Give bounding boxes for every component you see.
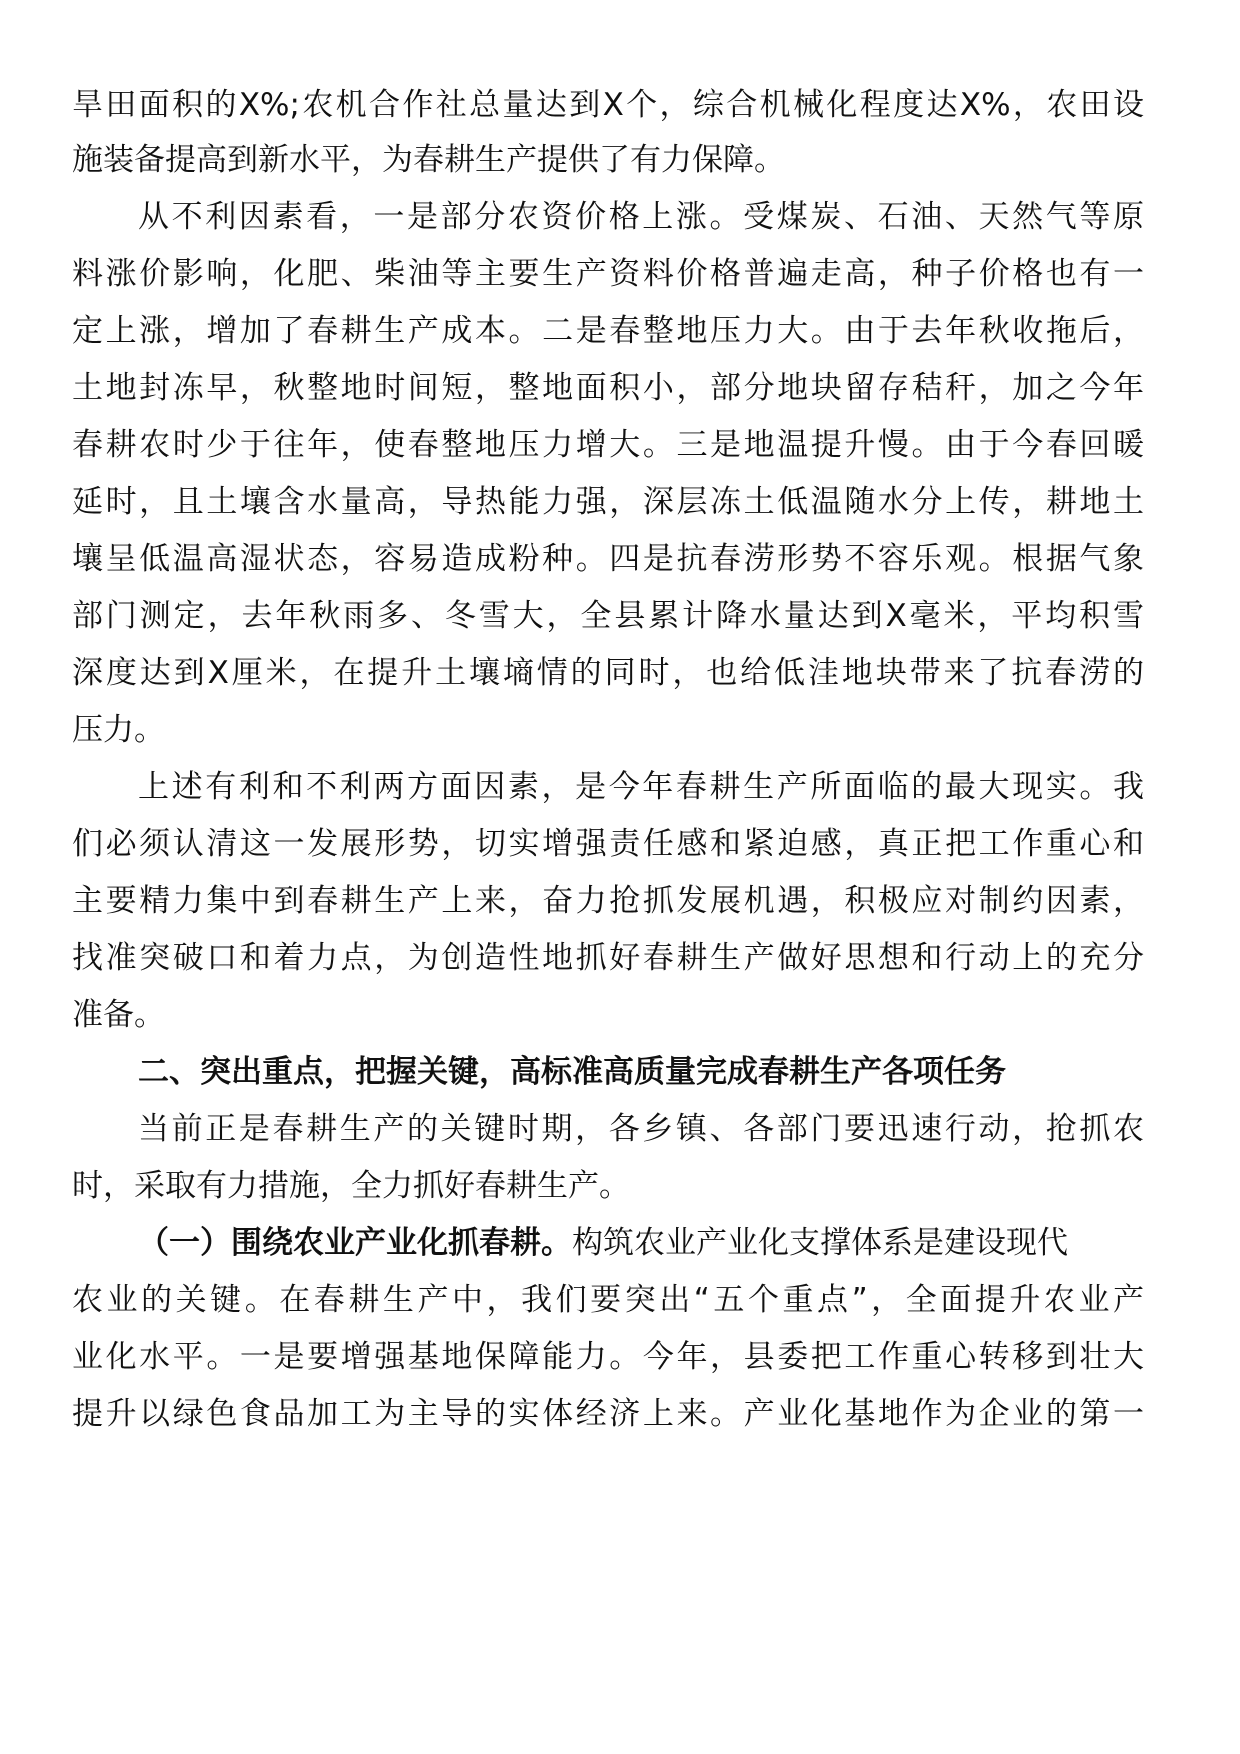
body-text-line: 深度达到X厘米，在提升土壤墒情的同时，也给低洼地块带来了抗春涝的	[72, 655, 1144, 691]
subsection-line	[138, 1212, 1144, 1274]
body-text-line: 准备。	[72, 997, 165, 1033]
body-text-line: 定上涨，增加了春耕生产成本。二是春整地压力大。由于去年秋收拖后，	[72, 313, 1144, 349]
body-text-line: 春耕农时少于往年，使春整地压力增大。三是地温提升慢。由于今春回暖	[72, 427, 1144, 463]
body-text-line: 找准突破口和着力点，为创造性地抓好春耕生产做好思想和行动上的充分	[72, 940, 1144, 976]
paragraph-first-line: 从不利因素看，一是部分农资价格上涨。受煤炭、石油、天然气等原	[138, 199, 1144, 235]
body-text-line: 们必须认清这一发展形势，切实增强责任感和紧迫感，真正把工作重心和	[72, 826, 1144, 862]
section-heading: 二、突出重点，把握关键，高标准高质量完成春耕生产各项任务	[138, 1054, 1006, 1090]
body-text-line: 旱田面积的X%;农机合作社总量达到X个，综合机械化程度达X%，农田设	[72, 87, 1144, 123]
body-text-line: 业化水平。一是要增强基地保障能力。今年，县委把工作重心转移到壮大	[72, 1339, 1144, 1375]
paragraph-first-line: 当前正是春耕生产的关键时期，各乡镇、各部门要迅速行动，抢抓农	[138, 1111, 1144, 1147]
subsection-title: （一）围绕农业产业化抓春耕。	[138, 1225, 572, 1261]
body-text-line: 壤呈低温高湿状态，容易造成粉种。四是抗春涝形势不容乐观。根据气象	[72, 541, 1144, 577]
body-text-line: 施装备提高到新水平，为春耕生产提供了有力保障。	[72, 142, 785, 178]
body-text-line: 延时，且土壤含水量高，导热能力强，深层冻土低温随水分上传，耕地土	[72, 484, 1144, 520]
body-text-line: 料涨价影响，化肥、柴油等主要生产资料价格普遍走高，种子价格也有一	[72, 256, 1144, 292]
body-text-line: 提升以绿色食品加工为主导的实体经济上来。产业化基地作为企业的第一	[72, 1396, 1144, 1432]
body-text-line: 主要精力集中到春耕生产上来，奋力抢抓发展机遇，积极应对制约因素，	[72, 883, 1144, 919]
body-text-line: 土地封冻早，秋整地时间短，整地面积小，部分地块留存秸秆，加之今年	[72, 370, 1144, 406]
paragraph-first-line: 上述有利和不利两方面因素，是今年春耕生产所面临的最大现实。我	[138, 769, 1144, 805]
body-text-line: 农业的关键。在春耕生产中，我们要突出“五个重点”，全面提升农业产	[72, 1282, 1144, 1318]
body-text-line: 压力。	[72, 712, 165, 748]
body-text-line: 时，采取有力措施，全力抓好春耕生产。	[72, 1168, 630, 1204]
subsection-text: 构筑农业产业化支撑体系是建设现代	[572, 1225, 1068, 1261]
body-text-line: 部门测定，去年秋雨多、冬雪大，全县累计降水量达到X毫米，平均积雪	[72, 598, 1144, 634]
